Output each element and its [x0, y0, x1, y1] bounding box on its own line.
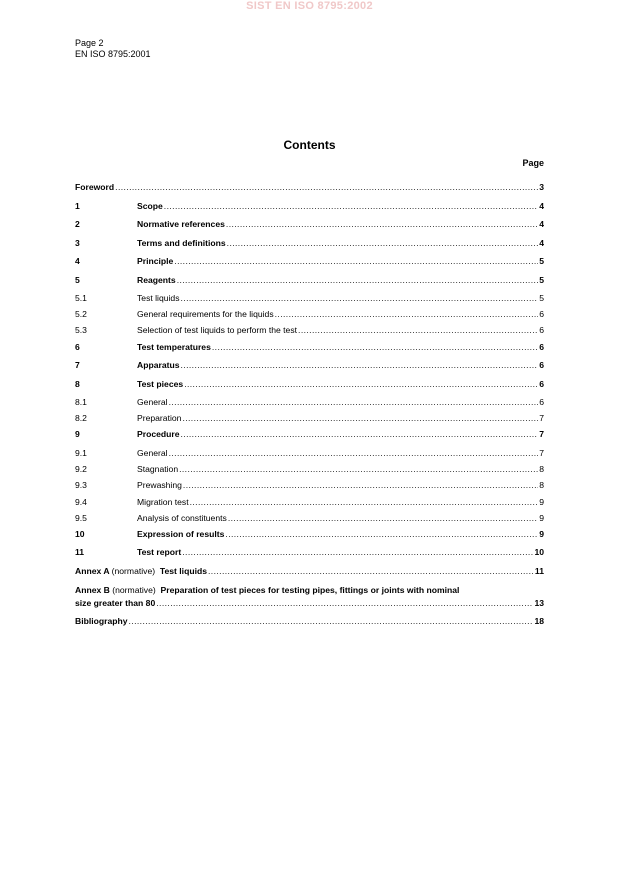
toc-label: General	[137, 397, 168, 408]
leader-dots	[179, 464, 538, 474]
toc-entry-3[interactable]	[75, 238, 544, 257]
toc-label: Principle	[137, 256, 174, 266]
toc-entry-9-1[interactable]	[75, 448, 544, 464]
toc-page: 4	[539, 237, 544, 248]
toc-label: Terms and definitions	[137, 237, 226, 248]
leader-dots	[181, 293, 539, 303]
leader-dots	[181, 429, 539, 439]
standard-id: EN ISO 8795:2001	[75, 49, 151, 59]
toc-page: 5	[539, 256, 544, 266]
toc-entry-4[interactable]	[75, 256, 544, 275]
toc-label: Test report	[137, 547, 182, 558]
annex-type: (normative)	[111, 565, 156, 576]
leader-dots	[182, 413, 538, 423]
annex-title: Test liquids	[159, 565, 207, 576]
toc-number: 9	[75, 429, 80, 440]
annex-b-line2	[75, 598, 544, 616]
toc-number: 5.2	[75, 309, 87, 320]
toc-number: 6	[75, 341, 80, 352]
annex-title: Preparation of test pieces for testing pipes, fittings or joints with nominal	[160, 584, 460, 595]
toc-label: Prewashing	[137, 480, 182, 491]
toc-page: 9	[539, 512, 544, 523]
toc-number: 5.3	[75, 325, 87, 336]
toc-number: 10	[75, 528, 85, 539]
leader-dots	[177, 275, 539, 285]
toc-page: 8	[539, 464, 544, 475]
toc-page: 6	[539, 360, 544, 371]
toc-label: Bibliography	[75, 615, 128, 626]
toc-page: 6	[539, 309, 544, 320]
leader-dots	[169, 448, 539, 458]
toc-number: 9.5	[75, 512, 87, 523]
toc-entry-2[interactable]	[75, 219, 544, 238]
leader-dots	[212, 342, 538, 352]
toc-entries	[75, 201, 544, 566]
leader-dots	[182, 547, 533, 557]
toc-page: 4	[539, 200, 544, 211]
toc-number: 8.2	[75, 413, 87, 424]
toc-number: 2	[75, 219, 80, 229]
toc-entry-5[interactable]	[75, 275, 544, 294]
toc-entry-1[interactable]	[75, 201, 544, 220]
toc-label: General	[137, 447, 168, 458]
toc-label: Normative references	[137, 219, 225, 229]
toc-label: Procedure	[137, 429, 180, 440]
toc-entry-11[interactable]	[75, 547, 544, 566]
toc-page: 7	[539, 429, 544, 440]
annex-prefix: Annex B	[75, 584, 110, 595]
toc-page: 7	[539, 447, 544, 458]
toc-number: 9.4	[75, 496, 87, 507]
toc-page: 3	[539, 182, 544, 192]
watermark: SIST EN ISO 8795:2002	[246, 0, 373, 12]
leader-dots	[174, 256, 538, 266]
toc-page: 18	[534, 615, 544, 626]
toc-label: Test pieces	[137, 378, 184, 389]
toc-page: 6	[539, 341, 544, 352]
leader-dots	[169, 397, 539, 407]
annex-title-cont: size greater than 80	[75, 597, 156, 608]
toc-page: 5	[539, 274, 544, 285]
toc-label: Reagents	[137, 274, 176, 285]
leader-dots	[164, 201, 538, 211]
toc-entry-9-5[interactable]	[75, 513, 544, 529]
leader-dots	[208, 566, 534, 576]
toc-annex-a[interactable]	[75, 566, 544, 585]
leader-dots	[184, 379, 538, 389]
page-number: Page 2	[75, 38, 104, 48]
toc-page: 8	[539, 480, 544, 491]
page-title: Contents	[283, 138, 336, 152]
toc-page: 6	[539, 325, 544, 336]
toc-entry-9[interactable]	[75, 429, 544, 448]
leader-dots	[183, 480, 538, 490]
leader-dots	[129, 616, 534, 626]
toc-entry-8-2[interactable]	[75, 413, 544, 429]
toc-entry-9-3[interactable]	[75, 480, 544, 496]
toc-entry-5-3[interactable]	[75, 325, 544, 341]
toc-foreword[interactable]	[75, 182, 544, 201]
toc-label: Expression of results	[137, 528, 225, 539]
leader-dots	[115, 182, 538, 192]
leader-dots	[190, 497, 539, 507]
toc-page: 5	[539, 293, 544, 303]
leader-dots	[275, 309, 539, 319]
toc-label: Stagnation	[137, 464, 179, 475]
leader-dots	[156, 598, 533, 608]
toc-entry-6[interactable]	[75, 342, 544, 361]
toc-page: 9	[539, 528, 544, 539]
toc-number: 1	[75, 200, 80, 211]
toc-page: 11	[534, 565, 544, 576]
leader-dots	[228, 513, 538, 523]
toc-page: 6	[539, 397, 544, 408]
toc-page: 4	[539, 219, 544, 229]
leader-dots	[225, 529, 538, 539]
toc-page: 6	[539, 378, 544, 389]
toc-number: 9.2	[75, 464, 87, 475]
page-header	[75, 38, 151, 60]
toc-label: Scope	[137, 200, 163, 211]
toc-entry-8[interactable]	[75, 379, 544, 398]
toc-label: Foreword	[75, 182, 115, 192]
toc-entry-9-2[interactable]	[75, 464, 544, 480]
toc-label: Apparatus	[137, 360, 180, 371]
toc-label: Analysis of constituents	[137, 512, 227, 523]
annex-prefix: Annex A	[75, 565, 110, 576]
toc-number: 11	[75, 547, 85, 558]
toc-label: General requirements for the liquids	[137, 309, 274, 320]
toc-page: 7	[539, 413, 544, 424]
toc-label: Migration test	[137, 496, 189, 507]
leader-dots	[298, 325, 538, 335]
toc-entry-9-4[interactable]	[75, 497, 544, 513]
toc-page: 13	[534, 597, 544, 608]
toc-number: 9.1	[75, 447, 87, 458]
toc-number: 8	[75, 378, 80, 389]
toc-number: 5	[75, 274, 80, 285]
toc-page: 9	[539, 496, 544, 507]
page-column-label: Page	[522, 158, 544, 168]
toc-label: Selection of test liquids to perform the test	[137, 325, 298, 336]
toc-entry-10[interactable]	[75, 529, 544, 548]
toc-label: Test liquids	[137, 293, 180, 303]
toc-entry-5-2[interactable]	[75, 309, 544, 325]
toc-number: 7	[75, 360, 80, 371]
toc-annex-b[interactable]	[75, 585, 544, 616]
toc-bibliography[interactable]	[75, 616, 544, 635]
toc-page: 10	[534, 547, 544, 558]
toc-entry-8-1[interactable]	[75, 397, 544, 413]
toc-label: Preparation	[137, 413, 182, 424]
leader-dots	[181, 360, 539, 370]
toc-label: Test temperatures	[137, 341, 211, 352]
toc-entry-5-1[interactable]	[75, 293, 544, 309]
toc-entry-7[interactable]	[75, 360, 544, 379]
leader-dots	[226, 219, 538, 229]
annex-b-line1	[75, 585, 544, 598]
toc-label	[75, 566, 207, 576]
toc-number: 5.1	[75, 293, 87, 303]
toc-number: 9.3	[75, 480, 87, 491]
table-of-contents	[75, 182, 544, 634]
annex-type: (normative)	[112, 584, 156, 595]
toc-number: 4	[75, 256, 80, 266]
toc-number: 8.1	[75, 397, 87, 408]
toc-number: 3	[75, 237, 80, 248]
leader-dots	[227, 238, 539, 248]
